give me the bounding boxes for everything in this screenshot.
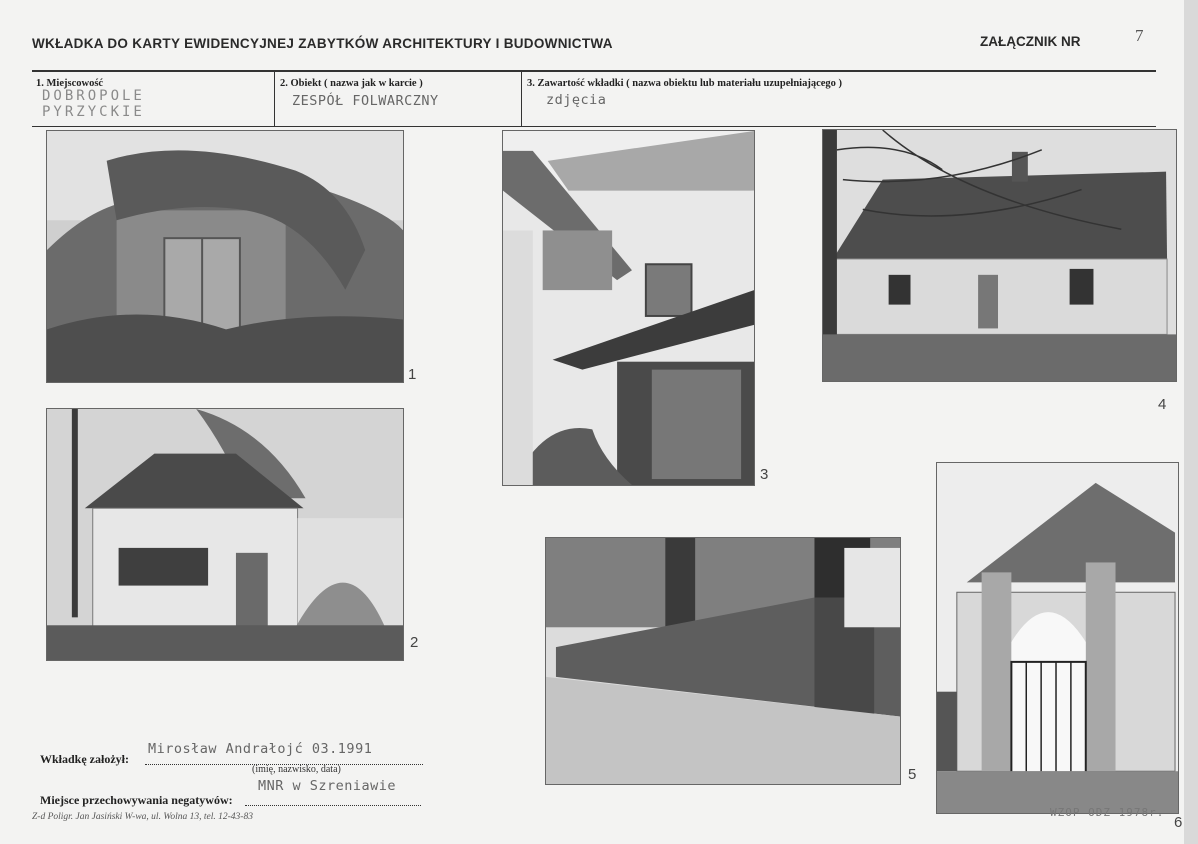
negatives-value: MNR w Szreniawie <box>258 778 397 794</box>
content-label: 3. Zawartość wkładki ( nazwa obiektu lub materiału uzupełniającego ) <box>527 78 843 89</box>
annex-label: ZAŁĄCZNIK NR <box>980 34 1081 49</box>
header-rule-bottom <box>32 126 1156 127</box>
photo-4-number: 4 <box>1158 396 1167 413</box>
created-by-value: Mirosław Andrałojć 03.1991 <box>148 741 373 757</box>
photo-5-number: 5 <box>908 766 917 783</box>
photo-2 <box>46 408 404 661</box>
photo-5 <box>545 537 901 785</box>
negatives-line <box>245 805 421 806</box>
photo-3-number: 3 <box>760 466 769 483</box>
photo-6-number: 6 <box>1174 814 1183 831</box>
photo-3 <box>502 130 755 486</box>
photo-1-number: 1 <box>408 366 417 383</box>
object-value: ZESPÓŁ FOLWARCZNY <box>292 93 439 109</box>
created-by-label: Wkładkę założył: <box>40 752 129 766</box>
photo-2-number: 2 <box>410 634 419 651</box>
form-title: WKŁADKA DO KARTY EWIDENCYJNEJ ZABYTKÓW ARCHITEKTURY I BUDOWNICTWA <box>32 36 613 51</box>
content-value: zdjęcia <box>546 92 607 108</box>
header-rule-top <box>32 70 1156 72</box>
photo-1 <box>46 130 404 383</box>
sheet-edge <box>1184 0 1198 844</box>
created-by-hint: (imię, nazwisko, data) <box>252 764 341 775</box>
negatives-label: Miejsce przechowywania negatywów: <box>40 793 233 807</box>
locality-value-line1: DOBROPOLE <box>42 88 145 104</box>
annex-number: 7 <box>1135 26 1144 45</box>
form-stamp: WZOP ODZ 1978r. <box>1050 806 1165 819</box>
field-divider <box>274 72 275 126</box>
photo-6 <box>936 462 1179 814</box>
printer-imprint: Z-d Poligr. Jan Jasiński W-wa, ul. Wolna 13, tel. 12-43-83 <box>32 812 253 822</box>
locality-value-line2: PYRZYCKIE <box>42 104 145 120</box>
locality-label: 1. Miejscowość <box>36 78 104 89</box>
field-divider <box>521 72 522 126</box>
object-label: 2. Obiekt ( nazwa jak w karcie ) <box>280 78 423 89</box>
photo-4 <box>822 129 1177 382</box>
